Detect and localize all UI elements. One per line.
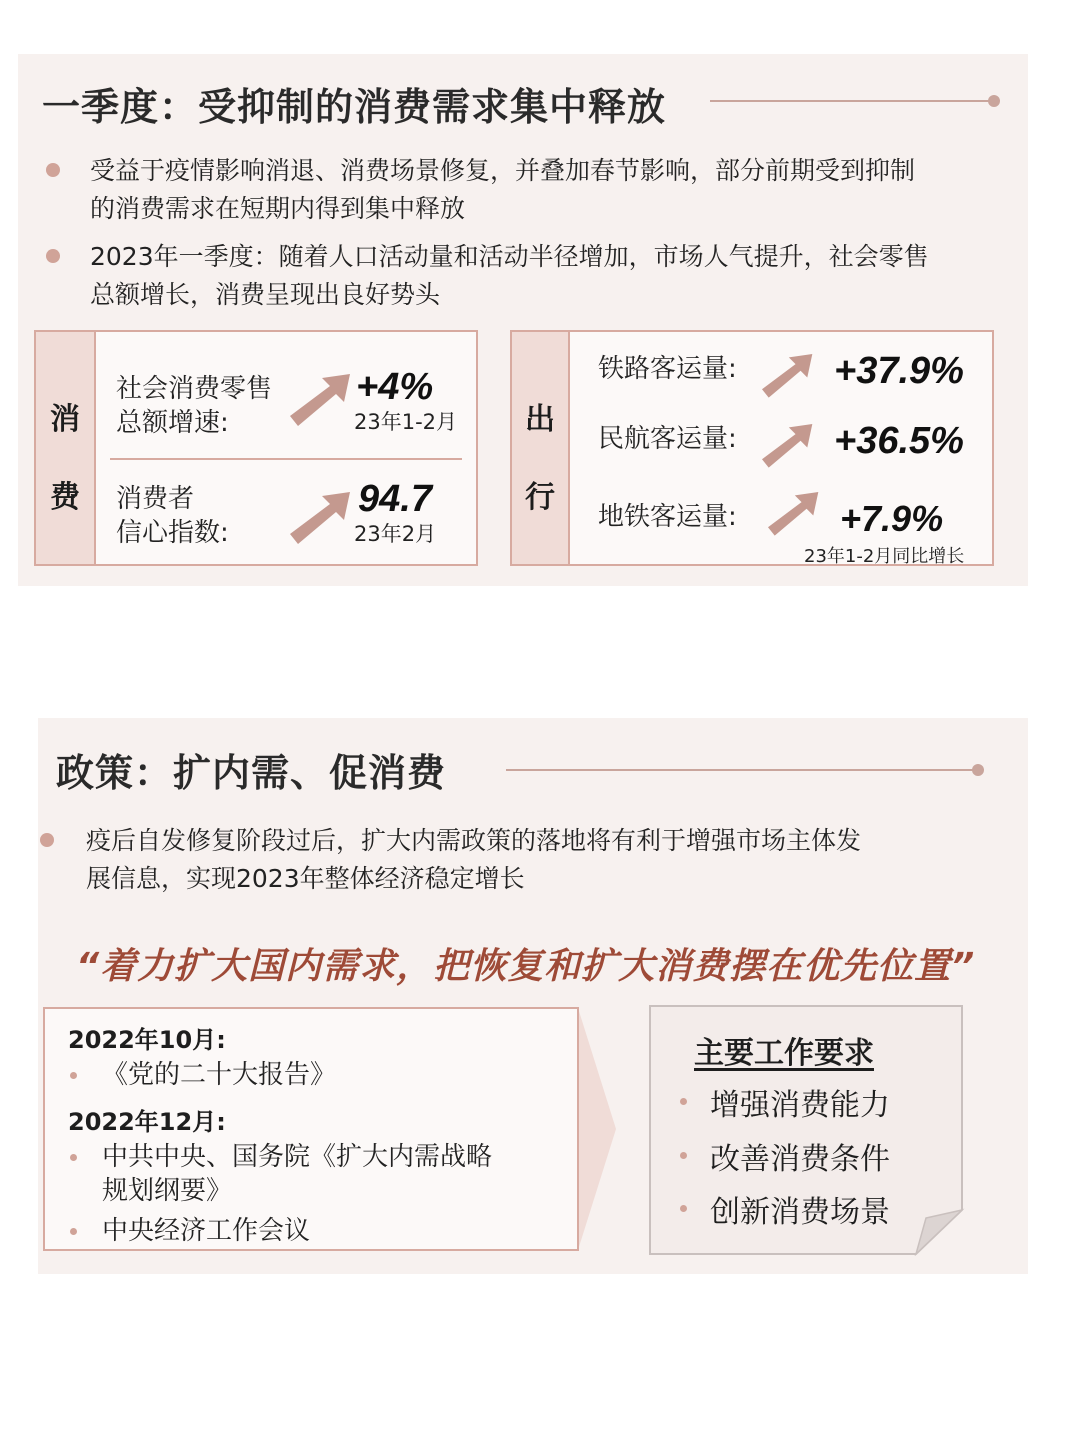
travel-value: +36.5%: [834, 420, 964, 462]
sidebar-char: 行: [525, 480, 555, 515]
travel-label: 民航客运量:: [598, 424, 737, 454]
title-divider: [506, 769, 976, 771]
section-title: 政策：扩内需、促消费: [56, 751, 447, 795]
timeline-item: 《党的二十大报告》: [102, 1060, 337, 1090]
travel-footnote: 23年1-2月同比增长: [804, 546, 965, 567]
requirement-item: 创新消费场景: [710, 1195, 890, 1230]
timeline-dot: [70, 1072, 77, 1079]
bullet-line: 受益于疫情影响消退、消费场景修复，并叠加春节影响，部分前期受到抑制: [90, 156, 916, 185]
bullet-line: 展信息，实现2023年整体经济稳定增长: [86, 864, 525, 893]
metric-label-line: 信心指数:: [116, 518, 229, 548]
up-arrow-icon: [290, 490, 352, 544]
requirement-item: 改善消费条件: [710, 1142, 890, 1177]
bullet-text: [90, 238, 929, 314]
travel-value: +37.9%: [834, 350, 964, 392]
requirements-title: 主要工作要求: [694, 1036, 874, 1071]
requirement-dot: [680, 1152, 687, 1159]
bullet-text: [90, 152, 915, 228]
timeline-item: [102, 1140, 492, 1208]
up-arrow-icon: [768, 488, 820, 538]
travel-label: 地铁客运量:: [598, 502, 737, 532]
title-divider-dot: [988, 95, 1000, 107]
bullet-line: 疫后自发修复阶段过后，扩大内需政策的落地将有利于增强市场主体发: [86, 826, 862, 855]
metric-value: +4%: [356, 366, 434, 408]
metric-value: 94.7: [358, 478, 432, 520]
metric-divider: [110, 458, 462, 460]
requirement-dot: [680, 1205, 687, 1212]
bullet-text: [86, 822, 861, 898]
metric-label: [116, 372, 272, 440]
requirement-dot: [680, 1098, 687, 1105]
consumption-sidebar: [36, 332, 96, 564]
metric-label: [116, 482, 229, 550]
travel-sidebar: [512, 332, 570, 564]
up-arrow-icon: [762, 350, 814, 400]
title-divider-dot: [972, 764, 984, 776]
policy-quote: “着力扩大国内需求，把恢复和扩大消费摆在优先位置”: [76, 946, 976, 987]
metric-label-line: 消费者: [116, 484, 195, 514]
travel-label: 铁路客运量:: [598, 354, 737, 384]
metric-period: 23年2月: [354, 522, 437, 546]
up-arrow-icon: [762, 420, 814, 470]
up-arrow-icon: [290, 372, 352, 426]
timeline-item: 中央经济工作会议: [102, 1216, 311, 1246]
timeline-item-line: 中共中央、国务院《扩大内需战略: [102, 1142, 493, 1172]
bullet-line: 2023年一季度：随着人口活动量和活动半径增加，市场人气提升，社会零售: [90, 242, 929, 271]
requirement-item: 增强消费能力: [710, 1088, 890, 1123]
metric-period: 23年1-2月: [354, 410, 458, 434]
travel-value: +7.9%: [840, 498, 944, 539]
timeline-dot: [70, 1154, 77, 1161]
timeline-date: 2022年10月:: [68, 1026, 226, 1054]
travel-box: [510, 330, 994, 566]
consumption-box: [34, 330, 478, 566]
sidebar-char: 消: [50, 402, 80, 437]
metric-label-line: 社会消费零售: [116, 374, 273, 404]
sidebar-char: 费: [50, 480, 80, 515]
timeline-date: 2022年12月:: [68, 1108, 226, 1136]
timeline-dot: [70, 1228, 77, 1235]
section-title: 一季度：受抑制的消费需求集中释放: [42, 85, 667, 129]
sidebar-char: 出: [525, 402, 555, 437]
bullet-line: 的消费需求在短期内得到集中释放: [90, 194, 466, 223]
timeline-item-line: 规划纲要》: [102, 1176, 233, 1206]
bullet-dot: [46, 249, 60, 263]
bullet-dot: [46, 163, 60, 177]
bullet-line: 总额增长，消费呈现出良好势头: [90, 280, 441, 309]
bullet-dot: [40, 833, 54, 847]
metric-label-line: 总额增速:: [116, 408, 229, 438]
title-divider: [710, 100, 992, 102]
